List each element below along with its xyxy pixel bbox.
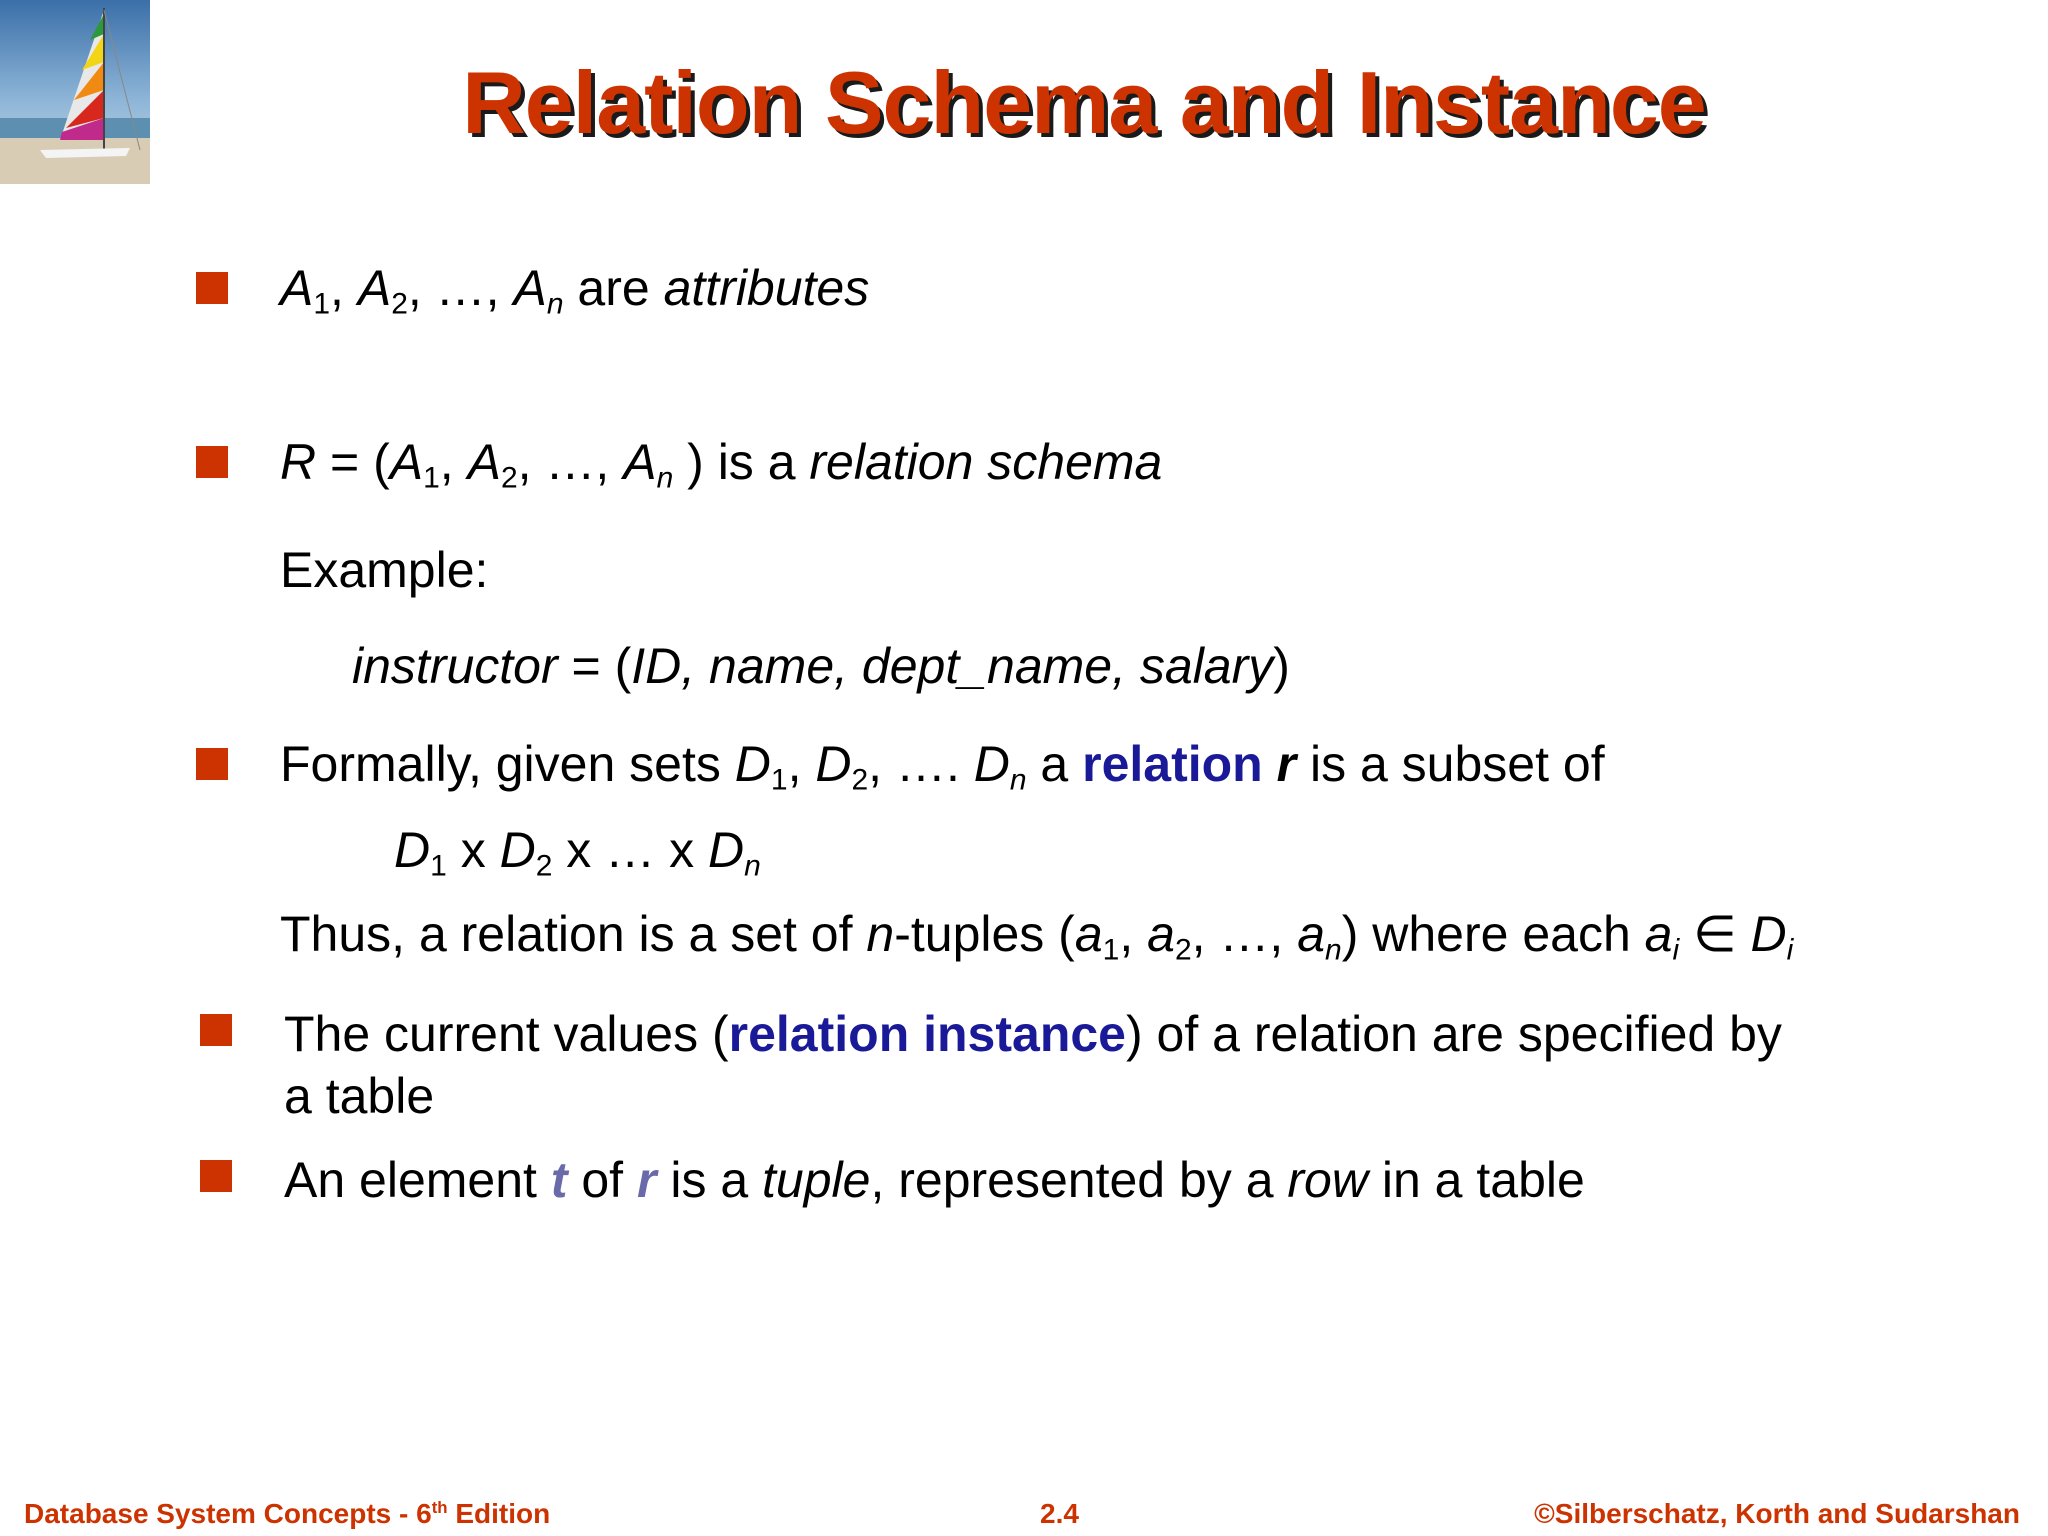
bullet-relation-instance-line2: a table xyxy=(284,1068,435,1124)
tuples-definition: Thus, a relation is a set of n-tuples ($a_1$, $a_2$, …, $a_n$) where each $a_i$ ∈ $D_i$ xyxy=(280,906,1794,967)
example-label: Example: xyxy=(280,542,489,598)
square-bullet xyxy=(196,446,228,478)
square-bullet xyxy=(200,1160,232,1192)
square-bullet xyxy=(196,748,228,780)
bullet-relation-instance: The current values (relation instance) of a relation are specified by xyxy=(284,1006,1782,1062)
bullet-attributes: $A_1$, $A_2$, …, $A_n$ are attributes xyxy=(280,260,870,321)
bullet-tuple: An element t of r is a tuple, represented by a row in a table xyxy=(284,1152,1585,1208)
footer-book-title: Database System Concepts - 6th Edition xyxy=(24,1497,551,1529)
footer-copyright: ©Silberschatz, Korth and Sudarshan xyxy=(1534,1498,2020,1529)
square-bullet xyxy=(200,1014,232,1046)
bullet-formal-definition: Formally, given sets $D_1$, $D_2$, …. $D_n$ a relation r is a subset of xyxy=(280,736,1605,797)
bullet-relation-schema: $R = (A_1$, $A_2$, …, $A_n$ ) is a relation schema xyxy=(280,434,1163,495)
square-bullet xyxy=(196,272,228,304)
footer-page-number: 2.4 xyxy=(1040,1498,1079,1529)
example-schema: instructor = (ID, name, dept_name, salary) xyxy=(352,638,1290,694)
page-title: Relation Schema and Instance xyxy=(462,53,1706,152)
cartesian-product: $D_1$ x $D_2$ x … x $D_n$ xyxy=(394,822,761,883)
